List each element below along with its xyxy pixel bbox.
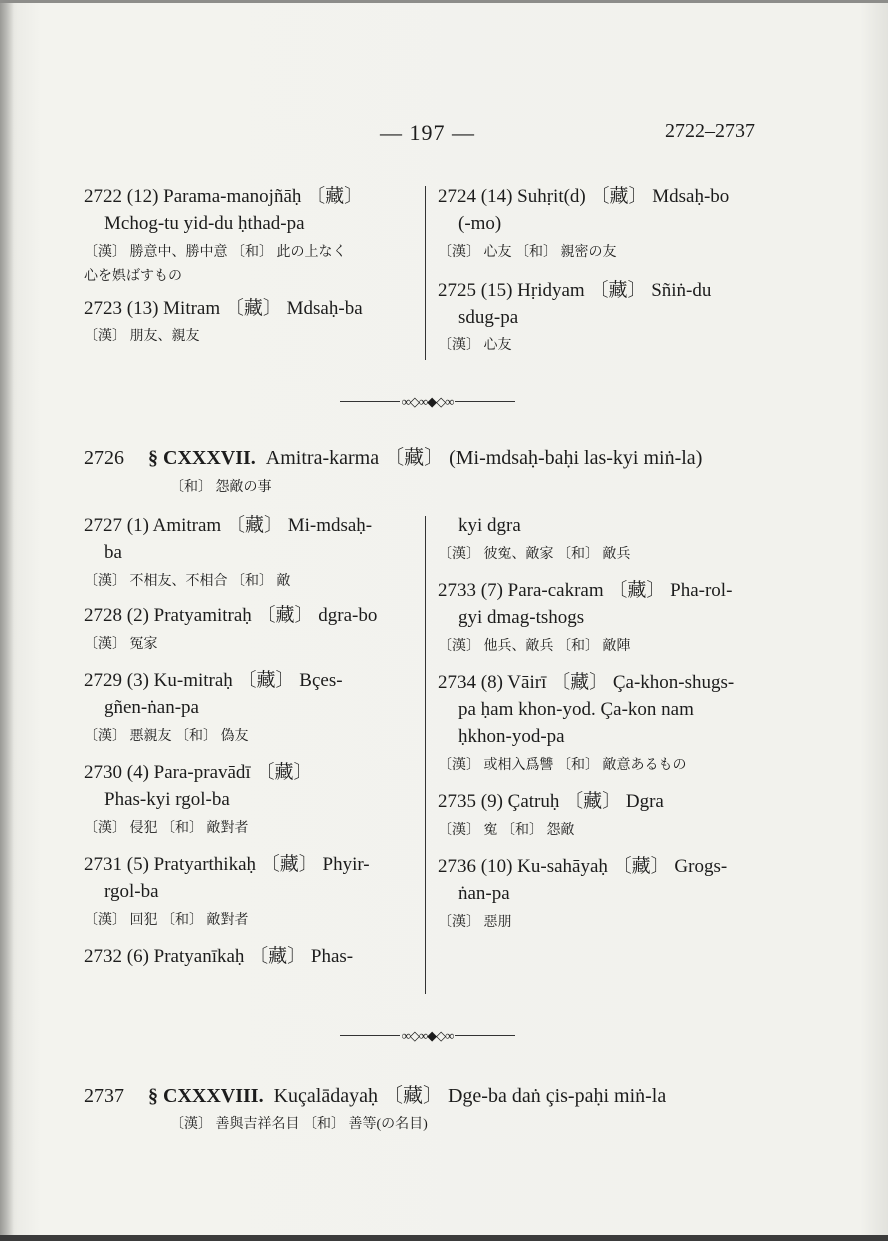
ornament-rule-right — [455, 1035, 515, 1036]
binding-shadow — [0, 0, 14, 1241]
section-mark: § CXXXVII. — [148, 447, 256, 469]
entry-line: (-mo) — [458, 213, 502, 234]
entry-translation: 〔漢〕 侵犯 〔和〕 敵對者 — [84, 821, 249, 836]
ornament-rule-left — [340, 401, 400, 402]
entry-line: 2727 (1) Amitram 〔藏〕 Mi-mdsaḥ- — [84, 515, 373, 536]
section-heading — [84, 1082, 666, 1110]
entry-line: 2732 (6) Pratyanīkaḥ 〔藏〕 Phas- — [84, 946, 354, 967]
entry-line: 2728 (2) Pratyamitraḥ 〔藏〕 dgra-bo — [84, 605, 378, 626]
entry-line: 2733 (7) Para-cakram 〔藏〕 Pha-rol- — [438, 580, 733, 601]
ornament-divider — [340, 1026, 515, 1046]
section-number: 2737 — [84, 1085, 124, 1107]
entry-translation: 〔漢〕 回犯 〔和〕 敵對者 — [84, 913, 249, 928]
bottom-edge — [0, 1235, 888, 1241]
section-title: Kuçalādayaḥ 〔藏〕 Dge-ba daṅ çis-paḥi miṅ-la — [273, 1085, 667, 1107]
entry-line: rgol-ba — [104, 881, 159, 902]
section-heading — [84, 444, 702, 472]
entry-line: Mchog-tu yid-du ḥthad-pa — [104, 213, 305, 234]
entry-translation: 〔漢〕 朋友、親友 — [84, 329, 200, 344]
entry-translation: 〔漢〕 寃 〔和〕 怨敵 — [438, 823, 575, 838]
entry-line: 2730 (4) Para-pravādī 〔藏〕 — [84, 762, 313, 783]
entry-line: ḥkhon-yod-pa — [458, 726, 565, 747]
entry-line: ṅan-pa — [458, 883, 510, 904]
entry-translation: 〔漢〕 或相入爲讐 〔和〕 敵意あるもの — [438, 758, 687, 773]
entry-line: Phas-kyi rgol-ba — [104, 789, 230, 810]
ornament-rule-right — [455, 401, 515, 402]
section-title: Amitra-karma 〔藏〕 (Mi-mdsaḥ-baḥi las-kyi miṅ-la) — [265, 447, 703, 469]
block2-left-column — [84, 512, 414, 970]
entry-translation: 〔漢〕 惡朋 — [438, 915, 512, 930]
column-divider — [425, 516, 426, 994]
entry-translation: 〔漢〕 他兵、敵兵 〔和〕 敵陣 — [438, 639, 631, 654]
entry-line: gñen-ṅan-pa — [104, 697, 199, 718]
ornament-glyph: ∞◇∞◆◇∞ — [401, 394, 454, 409]
entry-line: 2736 (10) Ku-sahāyaḥ 〔藏〕 Grogs- — [438, 856, 728, 877]
entry-line: 2735 (9) Çatruḥ 〔藏〕 Dgra — [438, 791, 664, 812]
entry-line: 2731 (5) Pratyarthikaḥ 〔藏〕 Phyir- — [84, 854, 370, 875]
entry-translation: 〔漢〕 冤家 — [84, 637, 158, 652]
entry-translation: 〔漢〕 心友 〔和〕 親密の友 — [438, 245, 617, 260]
page-number: — 197 — — [380, 120, 475, 145]
block1-right-column — [438, 183, 778, 358]
section-subtitle: 〔漢〕 善與吉祥名目 〔和〕 善等(の名目) — [170, 1117, 428, 1132]
entry-translation: 〔漢〕 彼寃、敵家 〔和〕 敵兵 — [438, 547, 631, 562]
entry-line: 2724 (14) Suhṛit(d) 〔藏〕 Mdsaḥ-bo — [438, 186, 730, 207]
ornament-rule-left — [340, 1035, 400, 1036]
section-subtitle: 〔和〕 怨敵の事 — [170, 480, 272, 495]
block2-right-column — [438, 512, 778, 935]
entry-translation: 〔漢〕 心友 — [438, 338, 512, 353]
block1-left-column — [84, 183, 414, 349]
entry-translation: 心を娯ばすもの — [84, 269, 182, 284]
entry-line: 2725 (15) Hṛidyam 〔藏〕 Sñiṅ-du — [438, 280, 712, 301]
entry-line: 2734 (8) Vāirī 〔藏〕 Ça-khon-shugs- — [438, 672, 735, 693]
entry-line: kyi dgra — [458, 515, 521, 536]
ornament-divider — [340, 392, 515, 412]
entry-line: sdug-pa — [458, 307, 519, 328]
entry-translation: 〔漢〕 悪親友 〔和〕 偽友 — [84, 729, 249, 744]
entry-line: pa ḥam khon-yod. Ça-kon nam — [458, 699, 694, 720]
page-header — [0, 120, 888, 150]
ornament-glyph: ∞◇∞◆◇∞ — [401, 1028, 454, 1043]
section-mark: § CXXXVIII. — [148, 1085, 264, 1107]
entry-line: 2729 (3) Ku-mitraḥ 〔藏〕 Bçes- — [84, 670, 343, 691]
entry-line: 2723 (13) Mitram 〔藏〕 Mdsaḥ-ba — [84, 298, 363, 319]
section-number: 2726 — [84, 447, 124, 469]
column-divider — [425, 186, 426, 360]
entry-line: ba — [104, 542, 122, 563]
entry-line: gyi dmag-tshogs — [458, 607, 585, 628]
entry-range: 2722–2737 — [665, 120, 755, 142]
entry-translation: 〔漢〕 不相友、不相合 〔和〕 敵 — [84, 574, 291, 589]
top-edge — [0, 0, 888, 3]
entry-translation: 〔漢〕 勝意中、勝中意 〔和〕 此の上なく — [84, 245, 347, 260]
entry-line: 2722 (12) Parama-manojñāḥ 〔藏〕 — [84, 186, 364, 207]
